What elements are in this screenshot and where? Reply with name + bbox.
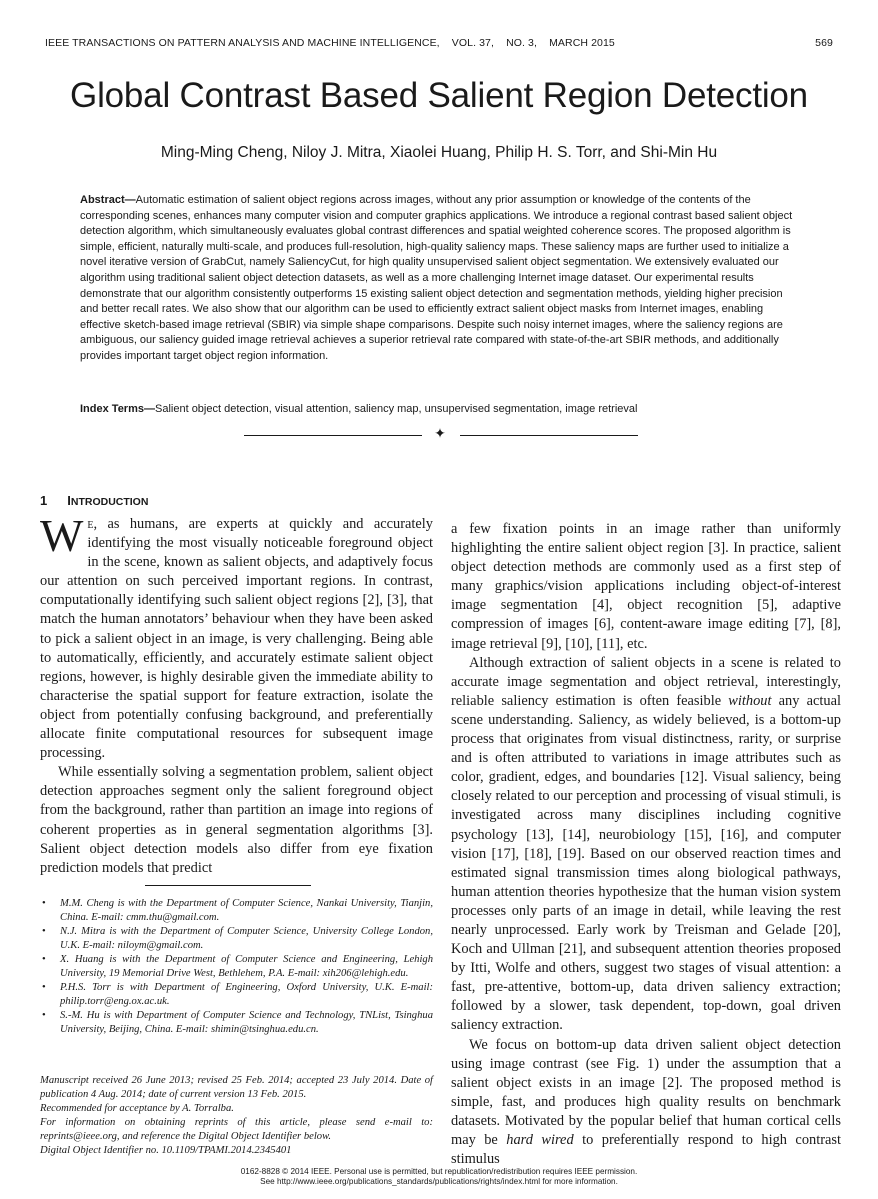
divider-rule-right (460, 435, 638, 436)
abstract: Abstract—Automatic estimation of salient object regions across images, without any prior assumption or knowledge of the contents of the corresponding scenes, enhances many computer vision and computer graphics applications. We introduce a regional contrast based salient object detection algorithm, which simultaneously evaluates global contrast differences and spatial weighted coherence scores. The proposed algorithm is simple, efficient, naturally multi-scale, and produces full-resolution, high-quality saliency maps. These saliency maps are further used to initialize a novel iterative version of GrabCut, namely SaliencyCut, for high quality unsupervised salient object segmentation. We extensively evaluated our algorithm using traditional salient object detection datasets, as well as a more challenging Internet image dataset. Our experimental results demonstrate that our algorithm consistently outperforms 15 existing salient object detection and segmentation methods, yielding higher precision and better recall rates. We also show that our algorithm can be used to efficiently extract salient object masks from Internet images, enabling effective sketch-based image retrieval (SBIR) via simple shape comparisons. Despite such noisy internet images, where the saliency regions are ambiguous, our saliency guided image retrieval achieves a superior retrieval rate compared with state-of-the-art SBIR methods, and additionally provides important target object region information. (80, 194, 793, 362)
author-affiliations (40, 897, 433, 1037)
drop-cap-continuation: e (87, 516, 94, 532)
drop-cap: W (40, 510, 84, 561)
section-number: 1 (40, 493, 48, 508)
affiliation-item: • M.M. Cheng is with the Department of Computer Science, Nankai University, Tianjin, China. E-mail: cmm.thu@gmail.com. (42, 898, 433, 923)
affiliation-item: • S.-M. Hu is with Department of Computer Science and Technology, TNList, Tsinghua University, Beijing, China. E-mail: shimin@tsinghua.edu.cn. (42, 1010, 433, 1035)
divider-star-icon: ✦ (434, 427, 446, 442)
intro-paragraph-1: We, as humans, are experts at quickly and accurately identifying the most visually noticeable foreground object in the scene, known as salient objects, and adaptively focus our attention on such perceived important regions. In contrast, computationally identifying such salient object regions [2], [3], that match the human annotators’ behaviour when they have been asked to pick a salient object in an image, is very challenging. Being able to automatically, efficiently, and accurately estimate salient object regions, however, is highly desirable given the immediate ability to characterise the spatial support for feature extraction, isolate the object from potentially confusing background, and preferentially allocate finite computational resources for subsequent image processing. (40, 510, 433, 762)
intro-paragraph-4: Although extraction of salient objects in a scene is related to accurate image segmentation and object retrieval, interestingly, reliable saliency estimation is often feasible without any actual scene understanding. Saliency, as widely believed, is a bottom-up process that originates from visual distinctness, rarity, or surprise and is often attributed to variations in image attributes such as color, gradient, edges, and boundaries [12]. Visual saliency, being closely related to our perception and processing of visual stimuli, is investigated across many disciplines including cognitive psychology [13], [14], neurobiology [15], [16], and computer vision [17], [18], [19]. Based on our observed reaction times and estimated signal transmission times along biological pathways, human attention theories hypothesize that the human vision system processes only parts of an image in detail, while leaving the rest nearly unprocessed. Early work by Treisman and Gelade [20], Koch and Ullman [21], and subsequent attention theories proposed by Itti, Wolfe and others, suggest two stages of visual attention: a fast, pre-attentive, bottom-up, data driven saliency extraction; followed by a slower, task dependent, top-down, goal driven saliency extraction. (451, 654, 841, 1034)
section-title-initial: I (67, 493, 71, 508)
section-divider (244, 429, 638, 443)
intro-paragraph-2: While essentially solving a segmentation problem, salient object detection approaches segment only the salient foreground object from the background, rather than partition an image into regions of coherent properties as in general segmentation algorithms [3]. Salient object detection models also differ from eye fixation prediction models that predict (40, 764, 433, 876)
section-title-rest: NTRODUCTION (70, 496, 149, 508)
right-column (451, 520, 841, 1169)
copyright-line-1: 0162-8828 © 2014 IEEE. Personal use is permitted, but republication/redistribution requires IEEE permission. (240, 1167, 638, 1176)
reprints-info: For information on obtaining reprints of this article, please send e-mail to: reprints@ieee.org, and reference the Digital Object Identifier below. (40, 1117, 433, 1142)
copyright-line-2: See http://www.ieee.org/publications_standards/publications/rights/index.html for more information. (260, 1177, 618, 1186)
index-terms: Index Terms—Salient object detection, visual attention, saliency map, unsupervised segmentation, image retrieval (80, 403, 638, 415)
divider-rule-left (244, 435, 422, 436)
index-terms-label: Index Terms (80, 403, 144, 415)
bullet-icon: • (42, 954, 46, 965)
author-list: Ming-Ming Cheng, Niloy J. Mitra, Xiaolei Huang, Philip H. S. Torr, and Shi-Min Hu (160, 144, 718, 161)
intro-paragraph-5: We focus on bottom-up data driven salient object detection using image contrast (see Fig. 1) under the assumption that a salient object exists in an image [2]. The proposed method is simple, fast, and produces high quality results on benchmark datasets. Motivated by the popular belief that human cortical cells may be hard wired to preferentially respond to high contrast stimulus (451, 1036, 841, 1168)
recommended-by: Recommended for acceptance by A. Torralba. (40, 1103, 234, 1114)
affiliation-item: • P.H.S. Torr is with Department of Engineering, Oxford University, U.K. E-mail: philip.torr@eng.ox.ac.uk. (42, 982, 433, 1007)
section-heading-introduction (40, 493, 148, 508)
footnote-rule (145, 885, 311, 886)
bullet-icon: • (42, 982, 46, 993)
doi: Digital Object Identifier no. 10.1109/TPAMI.2014.2345401 (40, 1145, 292, 1156)
abstract-label: Abstract (80, 194, 125, 206)
affiliation-item: • X. Huang is with the Department of Computer Science and Engineering, Lehigh University, 19 Memorial Drive West, Bethlehem, P.A. E-mail: xih206@lehigh.edu. (42, 954, 433, 979)
left-column (40, 510, 433, 878)
bullet-icon: • (42, 1010, 46, 1021)
copyright-notice (0, 1167, 878, 1187)
index-terms-text: Salient object detection, visual attention, saliency map, unsupervised segmentation, image retrieval (155, 403, 638, 415)
manuscript-info (40, 1074, 433, 1158)
bullet-icon: • (42, 926, 46, 937)
paper-title: Global Contrast Based Salient Region Detection (70, 76, 808, 115)
abstract-text: Automatic estimation of salient object regions across images, without any prior assumption or knowledge of the contents of the corresponding scenes, enhances many computer vision and computer graphics applications. We introduce a regional contrast based salient object detection algorithm, which simultaneously evaluates global contrast differences and spatial weighted coherence scores. The proposed algorithm is simple, efficient, naturally multi-scale, and produces full-resolution, high-quality saliency maps. These saliency maps are further used to initialize a novel iterative version of GrabCut, namely SaliencyCut, for high quality unsupervised salient object segmentation. We extensively evaluated our algorithm using traditional salient object detection datasets, as well as a more challenging Internet image dataset. Our experimental results demonstrate that our algorithm consistently outperforms 15 existing salient object detection and segmentation methods, yielding higher precision and better recall rates. We also show that our algorithm can be used to efficiently extract salient object masks from Internet images, enabling effective sketch-based image retrieval (SBIR) via simple shape comparisons. Despite such noisy internet images, where the saliency regions are ambiguous, our saliency guided image retrieval achieves a superior retrieval rate compared with state-of-the-art SBIR methods, and additionally provides important target object region information. (80, 194, 793, 362)
journal-name: IEEE TRANSACTIONS ON PATTERN ANALYSIS AND MACHINE INTELLIGENCE, VOL. 37, NO. 3, MARCH 2015 (45, 37, 615, 49)
intro-paragraph-3: a few fixation points in an image rather than uniformly highlighting the entire salient object region [3]. In practice, salient object detection methods are commonly used as a first step of many graphics/vision applications including object-of-interest image segmentation [4], object recognition [5], adaptive compression of images [6], content-aware image editing [7], [8], image retrieval [9], [10], [11], etc. (451, 521, 841, 652)
manuscript-dates: Manuscript received 26 June 2013; revised 25 Feb. 2014; accepted 23 July 2014. Date of publication 4 Aug. 2014; date of current version 13 Feb. 2015. (40, 1075, 433, 1100)
bullet-icon: • (42, 898, 46, 909)
page-number: 569 (815, 37, 833, 49)
affiliation-item: • N.J. Mitra is with the Department of Computer Science, University College London, U.K. E-mail: niloym@gmail.com. (42, 926, 433, 951)
